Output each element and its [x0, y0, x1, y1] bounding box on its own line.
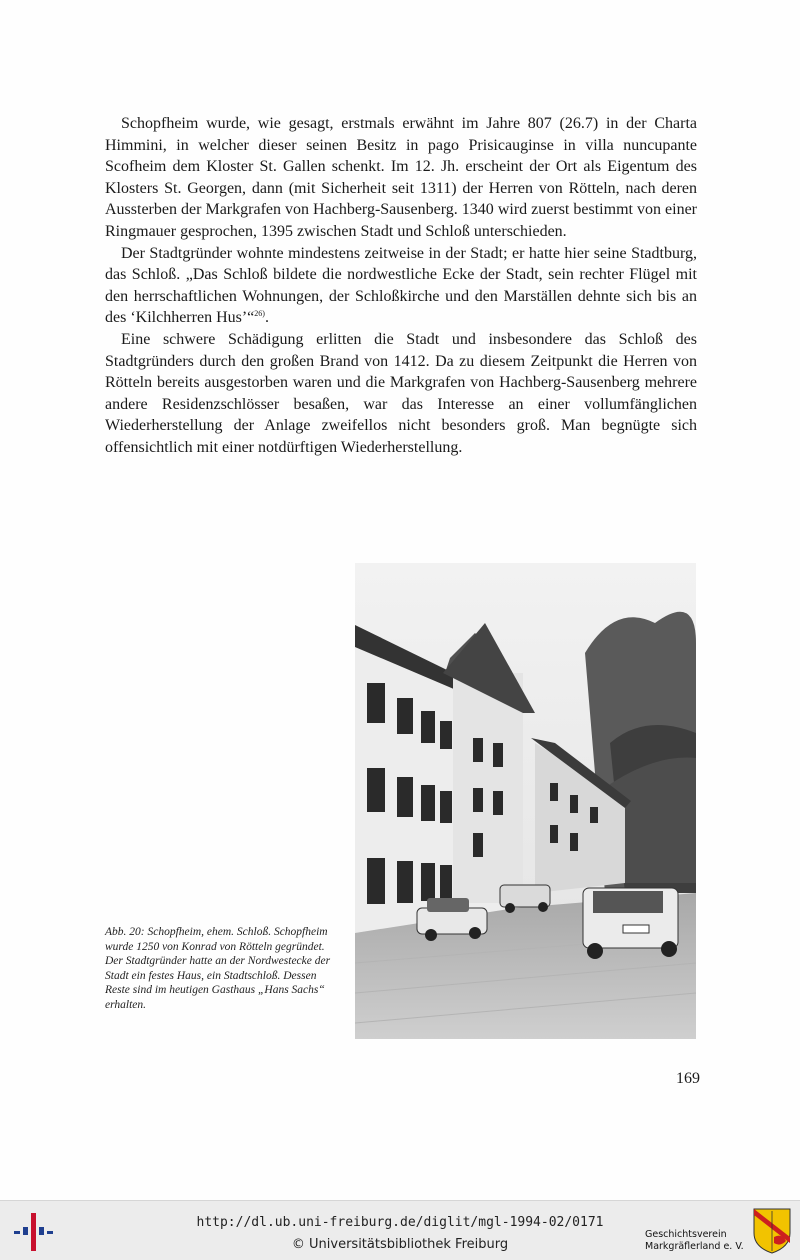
- footnote-reference: 26): [254, 309, 265, 319]
- ub-freiburg-logo-icon[interactable]: [14, 1211, 54, 1253]
- paragraph-2-text: Der Stadtgründer wohnte mindestens zeitweise in der Stadt; er hatte hier seine Stadtburg, das Schloß. „Das Schloß bildete die nordwestliche Ecke der Stadt, sein rechter Flügel mit den herrschaftlichen Wohnungen, der Schloßkirche und den Marställen dehnte sich bis an des ‘Kilchherren Hus’“: [105, 244, 697, 327]
- body-text: [105, 113, 697, 459]
- society-name: [645, 1229, 750, 1253]
- figure-caption: Abb. 20: Schopfheim, ehem. Schloß. Schopfheim wurde 1250 von Konrad von Rötteln gegründet. Der Stadtgründer hatte an der Nordwestecke der Stadt ein festes Haus, ein Stadtschloß. Dessen Reste sind im heutigen Gasthaus „Hans Sachs“ erhalten.: [105, 926, 331, 1011]
- figure-photo: [355, 563, 696, 1039]
- society-line-2: Markgräflerland e. V.: [645, 1241, 744, 1252]
- page-number: 169: [676, 1070, 700, 1087]
- paragraph-1: Schopfheim wurde, wie gesagt, erstmals erwähnt im Jahre 807 (26.7) in der Charta Himmini, in welcher dieser seinen Besitz in pago Prisicauginse in villa nuncupante Scofheim dem Kloster St. Gallen schenkt. Im 12. Jh. erscheint der Ort als Eigentum des Klosters St. Georgen, dann (mit Sicherheit seit 1311) der Herren von Rötteln, nach deren Aussterben der Markgrafen von Hachberg-Sausenberg. 1340 wird zuerst bestimmt von einer Ringmauer gesprochen, 1395 zwischen Stadt und Schloß unterschieden.: [105, 115, 697, 240]
- paragraph-3: Eine schwere Schädigung erlitten die Stadt und insbesondere das Schloß des Stadtgründers durch den großen Brand von 1412. Da zu diesem Zeitpunkt die Herren von Rötteln bereits ausgestorben waren und die Markgrafen von Hachberg-Sausenberg mehrere andere Residenzschlösser besaßen, war das Interesse an einer vollumfänglichen Wiederherstellung der Anlage zweifellos nicht besonders groß. Man begnügte sich offensichtlich mit einer notdürftigen Wiederherstellung.: [105, 330, 697, 456]
- copyright-notice: © Universitätsbibliothek Freiburg: [291, 1237, 509, 1252]
- permalink-url[interactable]: http://dl.ub.uni-freiburg.de/diglit/mgl-1994-02/0171: [196, 1215, 604, 1230]
- photo-schloss-schopfheim: [355, 563, 696, 1039]
- paragraph-2-end: .: [264, 309, 269, 327]
- paragraph-2: [105, 243, 697, 329]
- society-line-1: Geschichtsverein: [645, 1229, 727, 1240]
- viewer-footer: [0, 1200, 800, 1260]
- coat-of-arms-icon: [752, 1207, 792, 1255]
